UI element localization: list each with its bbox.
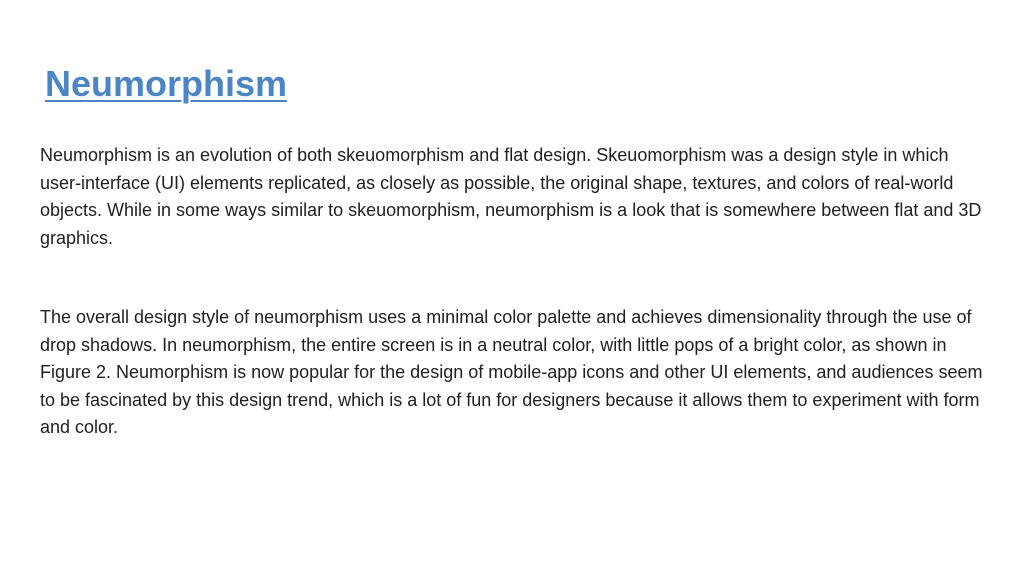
paragraph-design-style: The overall design style of neumorphism uses a minimal color palette and achieves dimensionality through the use of drop shadows. In neumorphism, the entire screen is in a neutral color, with little pops of a bright color, as shown in Figure 2. Neumorphism is now popular for the design of mobile-app icons and other UI elements, and audiences seem to be fascinated by this design trend, which is a lot of fun for designers because it allows them to experiment with form and color. bbox=[40, 307, 983, 437]
slide-title[interactable]: Neumorphism bbox=[45, 63, 288, 104]
paragraph-intro: Neumorphism is an evolution of both skeuomorphism and flat design. Skeuomorphism was a design style in which user-interface (UI) elements replicated, as closely as possible, the original shape, textures, and colors of real-world objects. While in some ways similar to skeuomorphism, neumorphism is a look that is somewhere between flat and 3D graphics. bbox=[40, 145, 982, 248]
